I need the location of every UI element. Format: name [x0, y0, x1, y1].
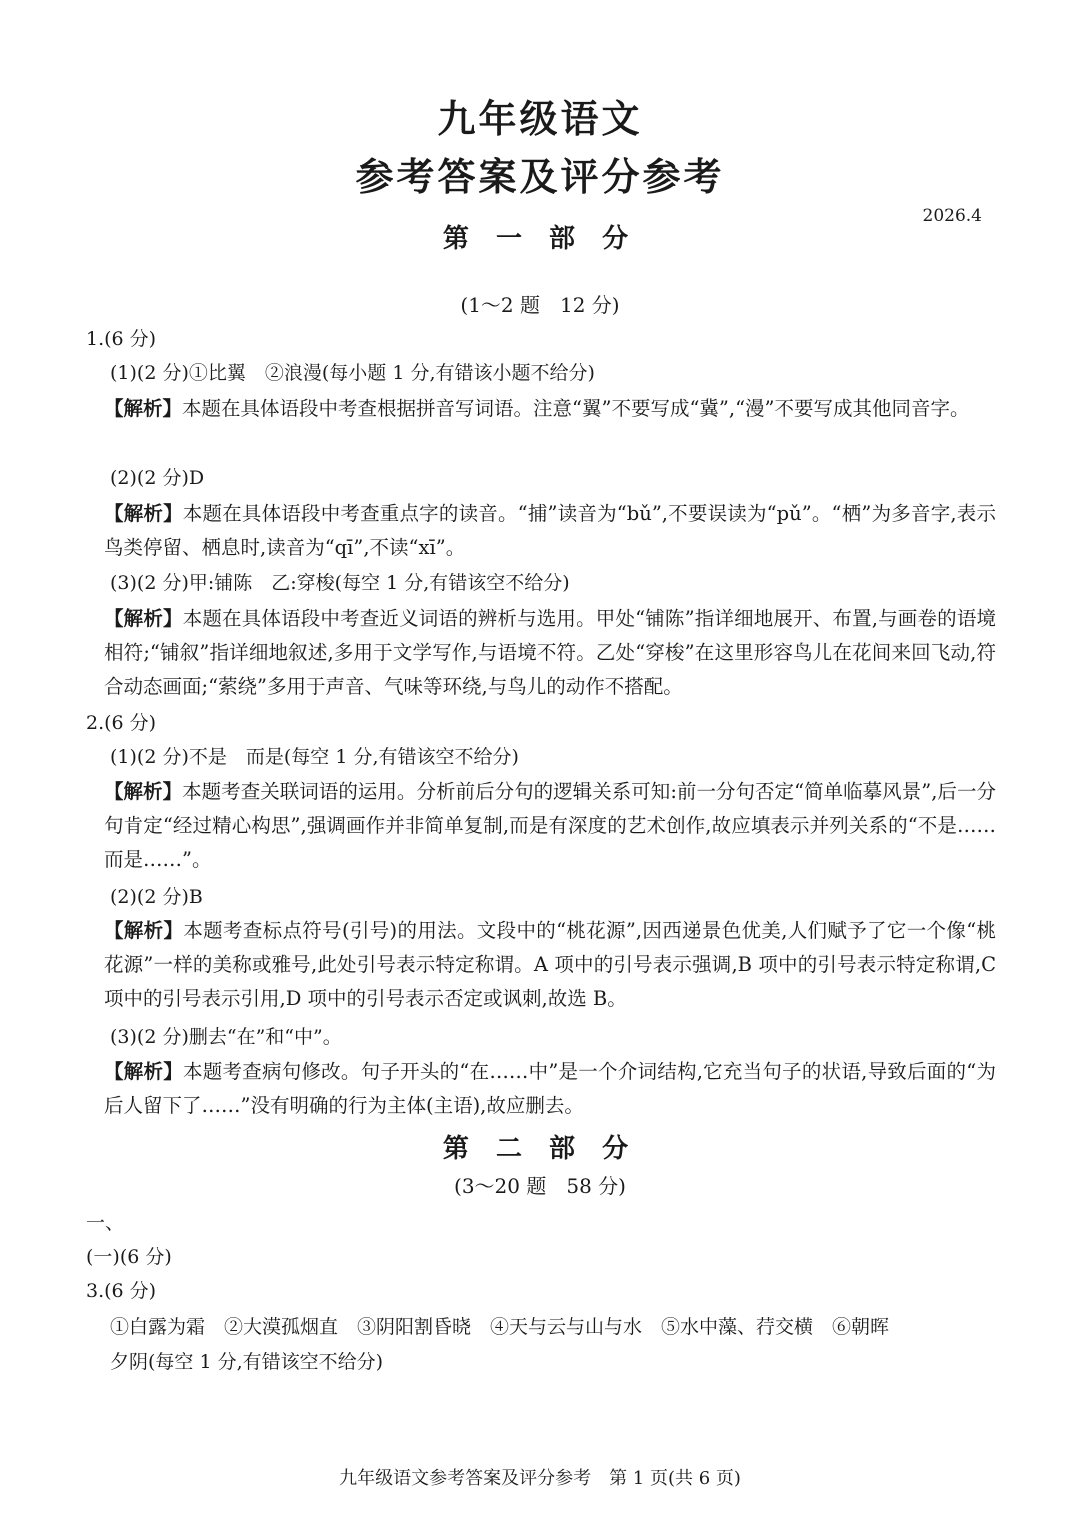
q1-label: 1.(6 分) [86, 328, 157, 350]
jiexi-label: 【解析】 [104, 607, 183, 630]
q1-explanation-3-text: 本题在具体语段中考查近义词语的辨析与选用。甲处“铺陈”指详细地展开、布置,与画卷的语境相符;“铺叙”指详细地叙述,多用于文学写作,与语境不符。乙处“穿梭”在这里形容鸟儿在花间来回飞动,符合动态画面;“萦绕”多用于声音、气味等环绕,与鸟儿的动作不搭配。 [104, 607, 996, 698]
part1-heading: 第 一 部 分 [442, 224, 638, 254]
part1-range: (1～2 题 12 分) [460, 293, 620, 317]
q3-answer-line1: ①白露为霜 ②大漠孤烟直 ③阴阳割昏晓 ④天与云与山与水 ⑤水中藻、荇交横 ⑥朝晖 [110, 1316, 890, 1338]
q2-explanation-2-text: 本题考查标点符号(引号)的用法。文段中的“桃花源”,因西递景色优美,人们赋予了它一个像“桃花源”一样的美称或雅号,此处引号表示特定称谓。A 项中的引号表示强调,B 项中的引号表示特定称谓,C 项中的引号表示引用,D 项中的引号表示否定或讽刺,故选 B。 [104, 919, 996, 1010]
q1-explanation-2-text: 本题在具体语段中考查重点字的读音。“捕”读音为“bǔ”,不要误读为“pǔ”。“栖”为多音字,表示鸟类停留、栖息时,读音为“qī”,不读“xī”。 [104, 502, 996, 559]
q1-explanation-1-text: 本题在具体语段中考查根据拼音写词语。注意“翼”不要写成“冀”,“漫”不要写成其他同音字。 [182, 397, 970, 420]
q2-explanation-3-text: 本题考查病句修改。句子开头的“在……中”是一个介词结构,它充当句子的状语,导致后面的“为后人留下了……”没有明确的行为主体(主语),故应删去。 [104, 1060, 996, 1117]
q2-explanation-2 [104, 914, 996, 1016]
q3-answer-line2: 夕阴(每空 1 分,有错该空不给分) [110, 1351, 384, 1373]
title-line2: 参考答案及评分参考 [355, 155, 725, 199]
subsection-one: (一)(6 分) [86, 1246, 172, 1268]
title-line1: 九年级语文 [437, 97, 643, 141]
q2-answer-1: (1)(2 分)不是 而是(每空 1 分,有错该空不给分) [110, 746, 519, 768]
date: 2026.4 [922, 206, 982, 226]
section-one: 一、 [86, 1212, 125, 1234]
jiexi-label: 【解析】 [104, 919, 184, 942]
jiexi-label: 【解析】 [104, 397, 183, 420]
q2-answer-2: (2)(2 分)B [110, 886, 203, 908]
q2-explanation-1-text: 本题考查关联词语的运用。分析前后分句的逻辑关系可知:前一分句否定“简单临摹风景”,后一分句肯定“经过精心构思”,强调画作并非简单复制,而是有深度的艺术创作,故应填表示并列关系的“不是……而是……”。 [104, 780, 996, 871]
q1-explanation-2 [104, 497, 996, 565]
q3-label: 3.(6 分) [86, 1280, 157, 1302]
jiexi-label: 【解析】 [104, 502, 183, 525]
part2-heading: 第 二 部 分 [442, 1134, 638, 1164]
jiexi-label: 【解析】 [104, 1060, 183, 1083]
q2-label: 2.(6 分) [86, 712, 157, 734]
q1-answer-3: (3)(2 分)甲:铺陈 乙:穿梭(每空 1 分,有错该空不给分) [110, 572, 570, 594]
q2-explanation-1 [104, 775, 996, 877]
q2-explanation-3 [104, 1055, 996, 1123]
part2-range: (3～20 题 58 分) [454, 1174, 626, 1198]
page-footer: 九年级语文参考答案及评分参考 第 1 页(共 6 页) [339, 1468, 741, 1489]
q1-explanation-3 [104, 602, 996, 704]
q1-explanation-1 [104, 392, 996, 426]
q2-answer-3: (3)(2 分)删去“在”和“中”。 [110, 1026, 342, 1048]
jiexi-label: 【解析】 [104, 780, 183, 803]
q1-answer-1: (1)(2 分)①比翼 ②浪漫(每小题 1 分,有错该小题不给分) [110, 362, 595, 384]
q1-answer-2: (2)(2 分)D [110, 467, 205, 489]
